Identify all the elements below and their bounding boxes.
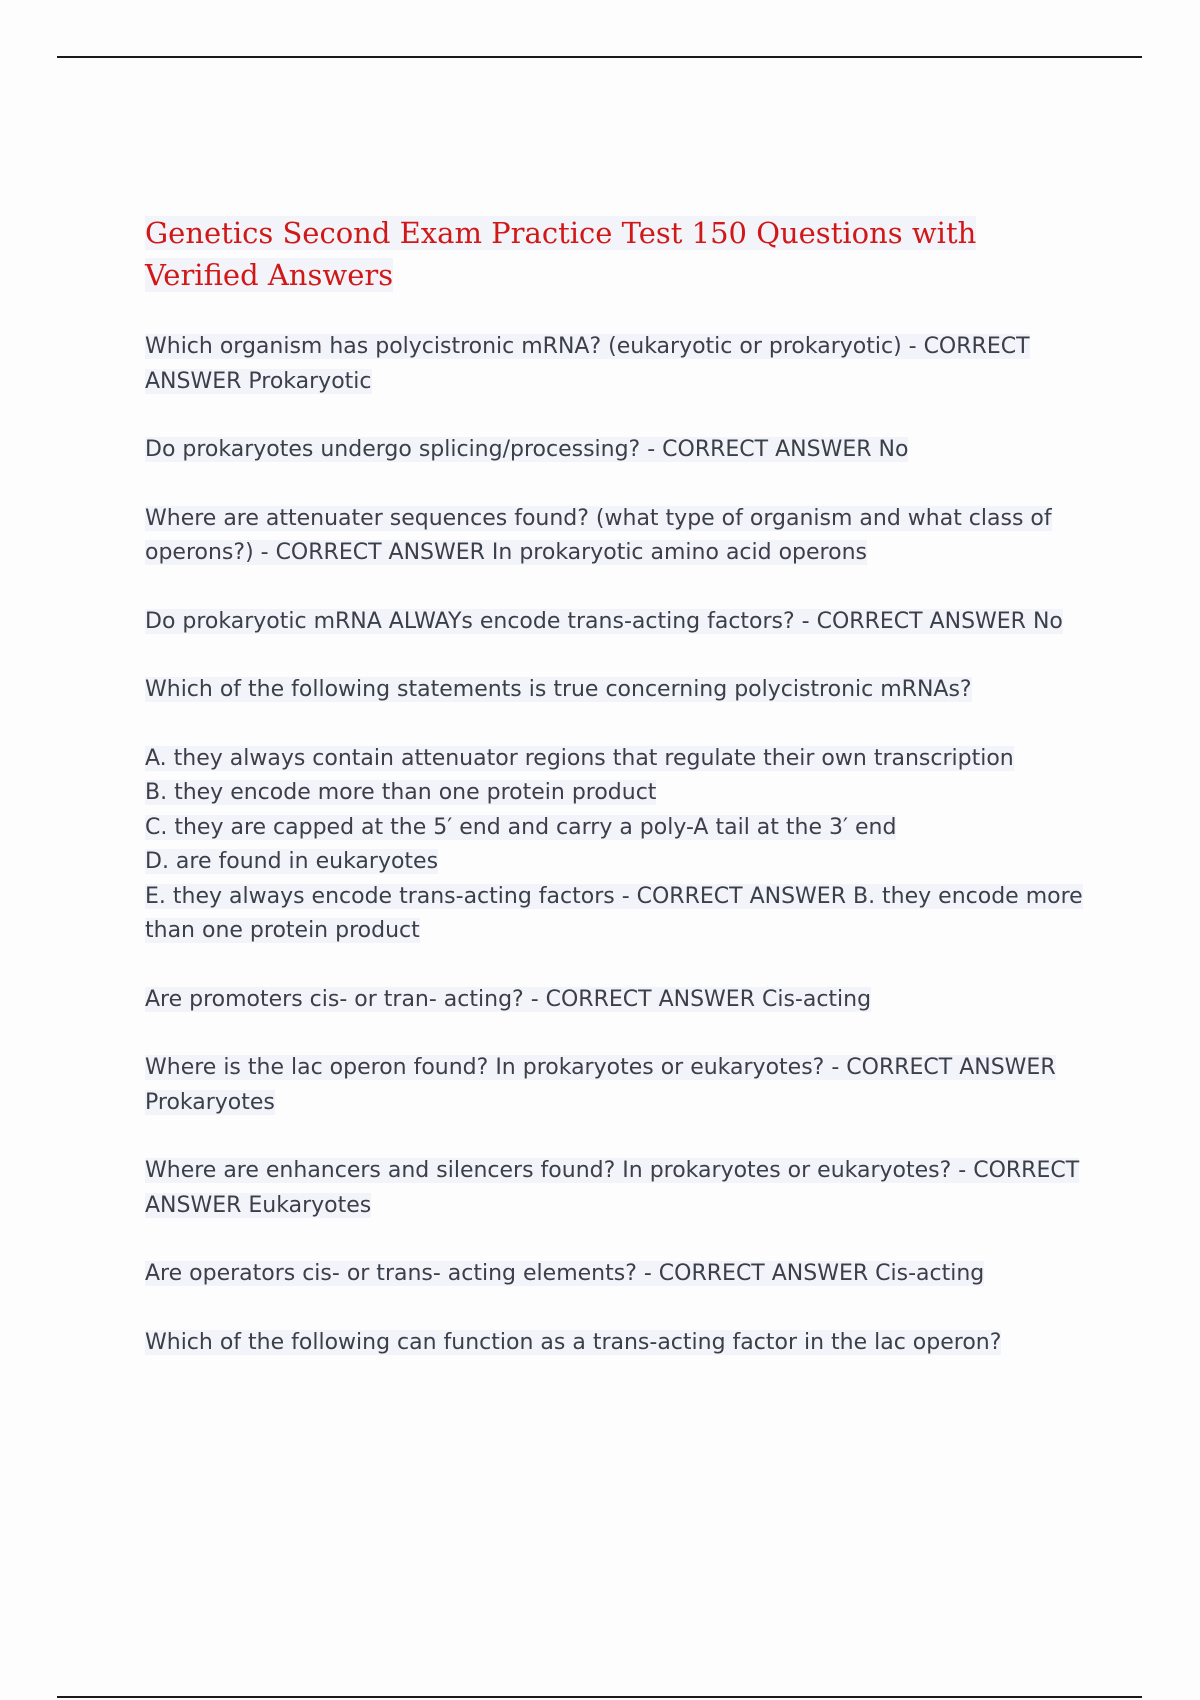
choice-a: A. they always contain attenuator regions that regulate their own transcription <box>145 745 1014 771</box>
qa-item: Where are enhancers and silencers found? In prokaryotes or eukaryotes? - CORRECT ANSWER Eukaryotes <box>145 1158 1080 1218</box>
choice-e: E. they always encode trans-acting factors - CORRECT ANSWER B. they encode more than one protein product <box>145 883 1083 943</box>
qa-item: Where is the lac operon found? In prokaryotes or eukaryotes? - CORRECT ANSWER Prokaryotes <box>145 1055 1056 1115</box>
choice-d: D. are found in eukaryotes <box>145 849 439 874</box>
answer-choices <box>145 742 1095 949</box>
qa-item: Are operators cis- or trans- acting elements? - CORRECT ANSWER Cis-acting <box>145 1261 985 1286</box>
qa-item: Which of the following statements is true concerning polycistronic mRNAs? <box>145 677 972 702</box>
choice-c: C. they are capped at the 5′ end and carry a poly-A tail at the 3′ end <box>145 814 897 840</box>
footer-rule <box>57 1696 1142 1698</box>
choice-b: B. they encode more than one protein product <box>145 780 657 805</box>
document-title: Genetics Second Exam Practice Test 150 Questions with Verified Answers <box>145 216 977 292</box>
document-body <box>145 212 1095 1394</box>
qa-item: Do prokaryotes undergo splicing/processing? - CORRECT ANSWER No <box>145 437 909 462</box>
qa-item: Which of the following can function as a trans-acting factor in the lac operon? <box>145 1329 1002 1355</box>
qa-item: Where are attenuater sequences found? (what type of organism and what class of operons?) - CORRECT ANSWER In prokaryotic amino acid operons <box>145 505 1052 565</box>
qa-item: Which organism has polycistronic mRNA? (eukaryotic or prokaryotic) - CORRECT ANSWER Prokaryotic <box>145 334 1030 394</box>
qa-item: Are promoters cis- or tran- acting? - CORRECT ANSWER Cis-acting <box>145 986 872 1012</box>
header-rule <box>57 56 1142 58</box>
qa-item: Do prokaryotic mRNA ALWAYs encode trans-acting factors? - CORRECT ANSWER No <box>145 608 1063 634</box>
